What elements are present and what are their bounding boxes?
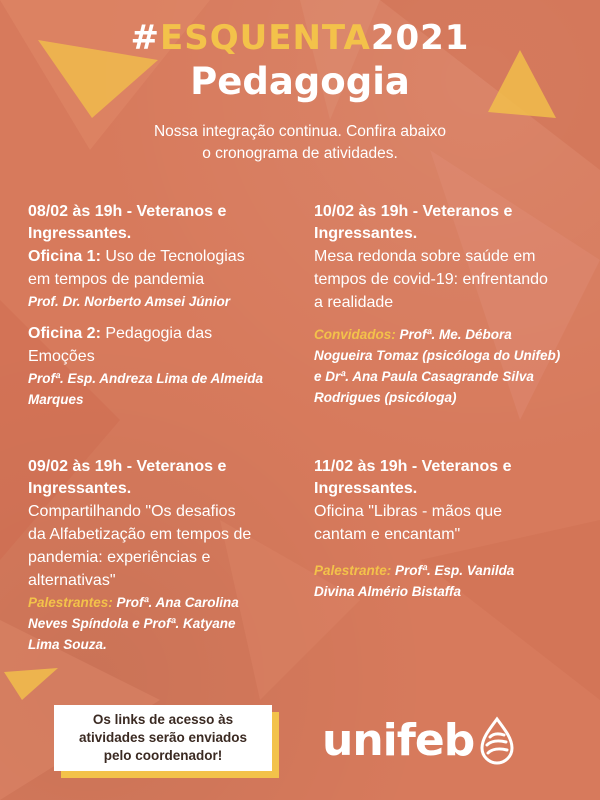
subtitle-line: o cronograma de atividades. [202,145,398,162]
workshop2-presenter [28,368,293,410]
schedule-block-day1 [28,201,293,410]
description-line: Compartilhando "Os desafios [28,503,236,520]
schedule-heading [314,201,579,245]
speakers-text: Profª. Ana Carolina [112,595,239,610]
description-line: cantam e encantam" [314,526,461,543]
heading-line: Ingressantes. [314,225,418,242]
workshop2-label: Oficina 2: [28,325,101,342]
heading-line: Ingressantes. [28,480,132,497]
presenter-line: Profª. Esp. Andreza Lima de Almeida [28,371,264,386]
hashtag-word: ESQUENTA [160,18,371,58]
header [0,18,600,104]
page-title: Pedagogia [190,60,410,103]
guests-text: Profª. Me. Débora [395,327,512,342]
heading-line: Ingressantes. [314,480,418,497]
schedule-block-day4 [314,456,579,602]
heading-line: 10/02 às 19h - Veteranos e [314,203,513,220]
hashtag-symbol: # [130,18,161,58]
guests-line: e Drª. Ana Paula Casagrande Silva [314,369,534,384]
heading-line: Ingressantes. [28,225,132,242]
workshop2 [28,322,293,368]
schedule-heading [314,456,579,500]
note-line: atividades serão enviados [78,730,248,745]
workshop2-title-line: Emoções [28,348,95,365]
speakers-line: Lima Souza. [28,637,107,652]
flame-drop-icon [478,715,516,765]
description-line: a realidade [314,294,394,311]
speaker-line: Divina Almério Bistaffa [314,584,462,599]
workshop1 [28,245,293,291]
schedule-block-day3 [28,456,293,655]
workshop1-label: Oficina 1: [28,248,101,265]
speaker-text: Profª. Esp. Vanilda [391,563,515,578]
subtitle-line: Nossa integração continua. Confira abaixo [153,123,447,140]
workshop1-title: Uso de Tecnologias [100,248,245,265]
guests [314,324,579,408]
hashtag [0,18,600,58]
guests-line: Rodrigues (psicóloga) [314,390,457,405]
event-description [314,245,579,314]
description-line: pandemia: experiências e [28,549,211,566]
presenter-line: Marques [28,392,84,407]
heading-line: 08/02 às 19h - Veteranos e [28,203,227,220]
guests-line: Nogueira Tomaz (psicóloga do Unifeb) [314,348,561,363]
event-description [314,500,579,546]
description-line: Mesa redonda sobre saúde em [314,248,536,265]
access-links-note [54,705,272,771]
speakers [28,592,293,655]
description-line: Oficina "Libras - mãos que [314,503,502,520]
heading-line: 09/02 às 19h - Veteranos e [28,458,227,475]
workshop1-presenter: Prof. Dr. Norberto Amsei Júnior [28,294,231,309]
speaker [314,560,579,602]
event-description [28,500,293,592]
speaker-label: Palestrante: [314,563,392,578]
description-line: da Alfabetização em tempos de [28,526,252,543]
schedule-block-day2 [314,201,579,408]
note-line: Os links de acesso às [92,712,234,727]
note-line: pelo coordenador! [103,748,223,763]
unifeb-logo [322,705,552,775]
workshop1-title-line: em tempos de pandemia [28,271,205,288]
workshop2-title: Pedagogia das [100,325,213,342]
hashtag-year: 2021 [370,18,470,58]
guests-label: Convidados: [314,327,396,342]
description-line: tempos de covid-19: enfrentando [314,271,548,288]
speakers-line: Neves Spíndola e Profª. Katyane [28,616,236,631]
speakers-label: Palestrantes: [28,595,113,610]
subtitle [0,121,600,165]
schedule-heading [28,456,293,500]
schedule-heading [28,201,293,245]
logo-wordmark: unifeb [322,714,475,766]
description-line: alternativas" [28,572,116,589]
heading-line: 11/02 às 19h - Veteranos e [314,458,512,475]
